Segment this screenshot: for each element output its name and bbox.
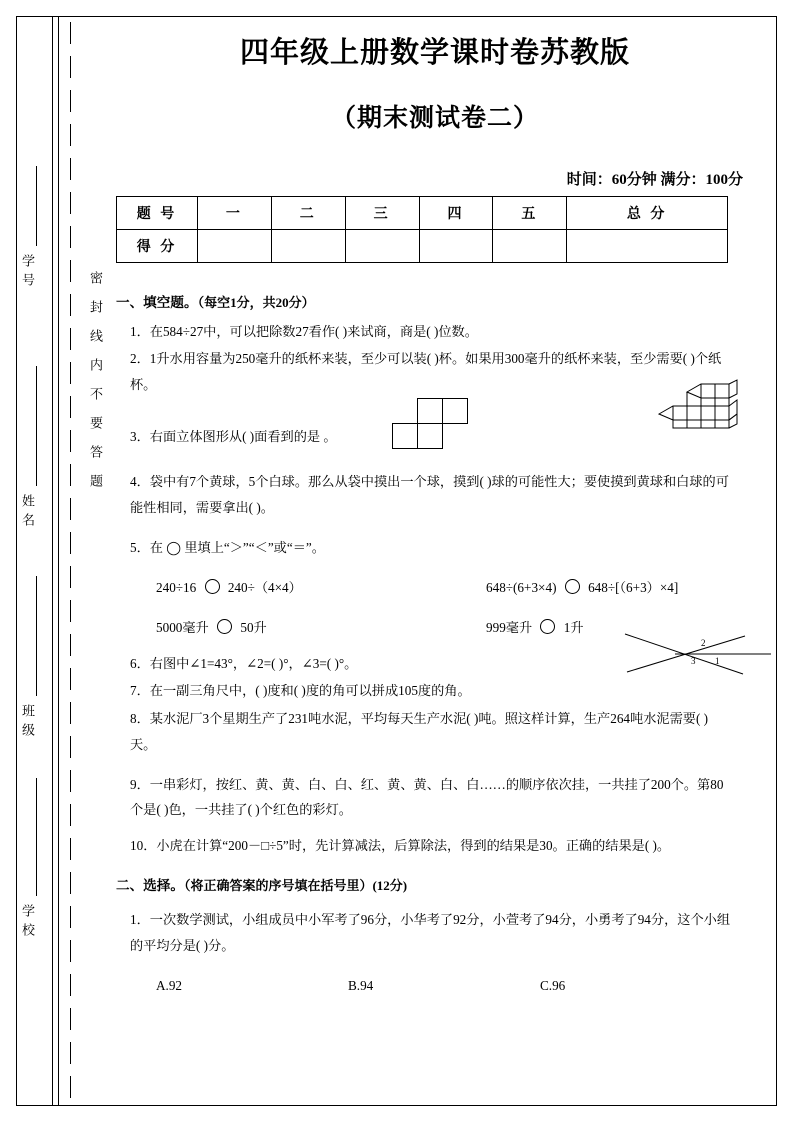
question-1-3: 3．右面立体图形从( )面看到的是 。 bbox=[130, 428, 337, 444]
cell-section-1: 一 bbox=[198, 197, 272, 230]
section-1-title: 一、填空题。 bbox=[116, 295, 198, 310]
seal-line-inner bbox=[58, 16, 59, 1106]
question-1-10: 10．小虎在计算“200－□÷5”时，先计算减法，后算除法，得到的结果是30。正确的结果是( )。 bbox=[130, 838, 671, 854]
cell-score-total[interactable] bbox=[567, 230, 728, 263]
grid-cell bbox=[443, 399, 468, 424]
compare-row-1 bbox=[156, 575, 732, 597]
page-title: 四年级上册数学课时卷苏教版 bbox=[239, 37, 630, 69]
question-1-7: 7．在一副三角尺中，( )度和( )度的角可以拼成105度的角。 bbox=[130, 683, 471, 699]
option-c[interactable]: C.96 bbox=[540, 977, 566, 993]
grid-cell bbox=[393, 424, 418, 449]
seal-warning-text: 密封线内不要答题 bbox=[88, 271, 103, 503]
cell-score-2[interactable] bbox=[271, 230, 345, 263]
cell-score-4[interactable] bbox=[419, 230, 493, 263]
page-subtitle: （期末测试卷二） bbox=[330, 104, 539, 132]
angle-label-3: 3 bbox=[691, 656, 696, 666]
cell-score-label: 得 分 bbox=[117, 230, 198, 263]
section-heading-2 bbox=[116, 873, 732, 900]
compare-2-left-expr-b: 50升 bbox=[240, 619, 267, 635]
question-1-2: 2．1升水用容量为250毫升的纸杯来装，至少可以装( )杯。如果用300毫升的纸杯来装，至少需要( )个纸杯。 bbox=[130, 351, 722, 392]
compare-row-2-left bbox=[156, 615, 267, 641]
table-row-score bbox=[117, 230, 728, 263]
grid-cell-empty bbox=[393, 399, 418, 424]
compare-circle-icon[interactable] bbox=[565, 579, 580, 594]
time-and-score-note: 时间：60分钟 满分：100分 bbox=[566, 172, 743, 188]
compare-circle-icon[interactable] bbox=[205, 579, 220, 594]
field-rule-student-id bbox=[36, 166, 37, 246]
field-rule-name bbox=[36, 366, 37, 486]
question-1-1: 1．在584÷27中，可以把除数27看作( )来试商，商是( )位数。 bbox=[130, 323, 478, 339]
field-label-school: 学校 bbox=[20, 904, 35, 942]
cell-score-5[interactable] bbox=[493, 230, 567, 263]
section-2-subtitle: （将正确答案的序号填在括号里）(12分) bbox=[183, 877, 408, 893]
sealing-strip bbox=[0, 16, 110, 1106]
crossing-lines-angle-figure bbox=[623, 628, 773, 680]
field-label-student-id: 学号 bbox=[20, 254, 35, 292]
question-1-6: 6．右图中∠1=43°，∠2=( )°，∠3=( )°。 bbox=[130, 655, 358, 671]
cube-stack-figure bbox=[641, 378, 759, 436]
grid-cell bbox=[418, 424, 443, 449]
option-b[interactable]: B.94 bbox=[348, 977, 374, 993]
section-heading-1 bbox=[116, 290, 732, 317]
compare-1-right-expr-a: 648÷(6+3×4) bbox=[486, 579, 557, 595]
compare-2-left-expr-a: 5000毫升 bbox=[156, 619, 209, 635]
field-rule-class bbox=[36, 576, 37, 696]
cell-section-2: 二 bbox=[271, 197, 345, 230]
field-rule-school bbox=[36, 778, 37, 896]
section-2-title: 二、选择。 bbox=[116, 877, 184, 893]
question-1-5: 5．在 ◯ 里填上“＞”“＜”或“＝”。 bbox=[130, 539, 325, 555]
compare-circle-icon[interactable] bbox=[217, 619, 232, 634]
cell-total-label: 总 分 bbox=[567, 197, 728, 230]
grid-cell-empty bbox=[443, 424, 468, 449]
cell-section-5: 五 bbox=[493, 197, 567, 230]
question-2-1: 1．一次数学测试，小组成员中小军考了96分，小华考了92分，小萱考了94分，小勇考了94分，这个小组的平均分是( )分。 bbox=[130, 912, 731, 954]
compare-1-left-expr-b: 240÷（4×4） bbox=[227, 579, 302, 595]
cell-question-number-label: 题 号 bbox=[117, 197, 198, 230]
cell-section-4: 四 bbox=[419, 197, 493, 230]
table-row-header bbox=[117, 197, 728, 230]
option-a[interactable]: A.92 bbox=[156, 977, 183, 993]
cell-section-3: 三 bbox=[345, 197, 419, 230]
section-1-subtitle: （每空1分，共20分） bbox=[197, 295, 315, 310]
compare-circle-icon[interactable] bbox=[540, 619, 555, 634]
seal-dashed-line bbox=[70, 16, 71, 1106]
compare-1-right-expr-b: 648÷[（6+3）×4] bbox=[588, 579, 679, 595]
grid-shape-figure bbox=[392, 398, 468, 449]
field-label-name: 姓名 bbox=[20, 494, 35, 532]
angle-label-2: 2 bbox=[701, 638, 706, 648]
seal-line-outer bbox=[52, 16, 53, 1106]
question-2-1-options bbox=[156, 973, 732, 999]
question-1-4: 4．袋中有7个黄球，5个白球。那么从袋中摸出一个球，摸到( )球的可能性大；要使摸到黄球和白球的可能性相同，需要拿出( )。 bbox=[130, 474, 729, 516]
compare-1-left-expr-a: 240÷16 bbox=[156, 579, 197, 595]
cell-score-3[interactable] bbox=[345, 230, 419, 263]
compare-row-2-right bbox=[486, 615, 584, 641]
field-label-class: 班级 bbox=[20, 704, 35, 742]
compare-row-1-left bbox=[156, 575, 302, 601]
angle-label-1: 1 bbox=[715, 656, 720, 666]
compare-row-1-right bbox=[486, 575, 678, 601]
question-1-8: 8．某水泥厂3个星期生产了231吨水泥，平均每天生产水泥( )吨。照这样计算，生产264吨水泥需要( )天。 bbox=[130, 711, 709, 752]
question-1-9: 9．一串彩灯，按红、黄、黄、白、白、红、黄、黄、白、白……的顺序依次挂，一共挂了200个。第80个是( )色，一共挂了( )个红色的彩灯。 bbox=[130, 776, 724, 818]
compare-2-right-expr-b: 1升 bbox=[563, 619, 584, 635]
grid-cell bbox=[418, 399, 443, 424]
cell-score-1[interactable] bbox=[198, 230, 272, 263]
compare-2-right-expr-a: 999毫升 bbox=[486, 619, 533, 635]
score-table bbox=[116, 196, 728, 263]
